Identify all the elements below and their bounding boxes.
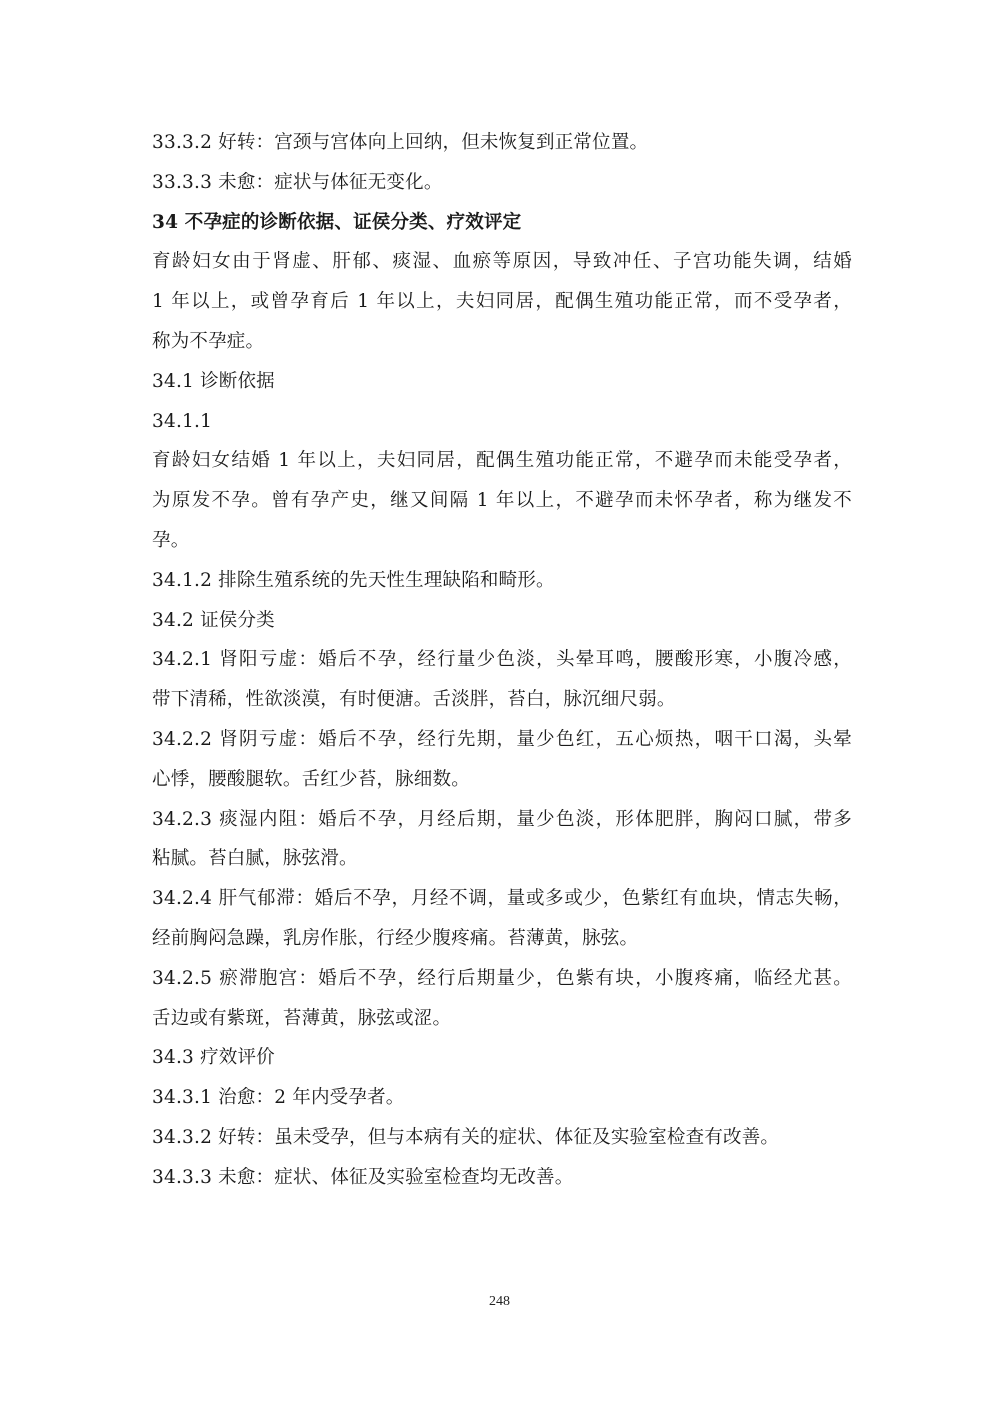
text-line: 粘腻。苔白腻，脉弦滑。 xyxy=(152,848,358,870)
text-line: 带下清稀，性欲淡漠，有时便溏。舌淡胖，苔白，脉沉细尺弱。 xyxy=(152,689,676,711)
text-line: 34.2.2 肾阴亏虚：婚后不孕，经行先期，量少色红，五心烦热，咽干口渴，头晕 xyxy=(152,728,852,750)
text-line: 1 年以上，或曾孕育后 1 年以上，夫妇同居，配偶生殖功能正常，而不受孕者， xyxy=(152,291,852,313)
text-line: 34.2.5 瘀滞胞宫：婚后不孕，经行后期量少，色紫有块，小腹疼痛，临经尤甚。 xyxy=(152,967,852,989)
text-line: 育龄妇女由于肾虚、肝郁、痰湿、血瘀等原因，导致冲任、子宫功能失调，结婚 xyxy=(152,251,852,273)
text-line: 34.3.3 未愈：症状、体征及实验室检查均无改善。 xyxy=(152,1166,574,1188)
text-line: 为原发不孕。曾有孕产史，继又间隔 1 年以上，不避孕而未怀孕者，称为继发不 xyxy=(152,490,852,512)
text-line: 34.2.4 肝气郁滞：婚后不孕，月经不调，量或多或少，色紫红有血块，情志失畅， xyxy=(152,888,852,910)
text-line: 34.3.2 好转：虽未受孕，但与本病有关的症状、体征及实验室检查有改善。 xyxy=(152,1126,780,1148)
text-line: 34.3.1 治愈：2 年内受孕者。 xyxy=(152,1087,405,1109)
text-line: 34.2 证侯分类 xyxy=(152,609,275,631)
text-line: 34.2.3 痰湿内阻：婚后不孕，月经后期，量少色淡，形体肥胖，胸闷口腻，带多 xyxy=(152,808,852,830)
text-line: 34.3 疗效评价 xyxy=(152,1047,275,1069)
text-line: 34.2.1 肾阳亏虚：婚后不孕，经行量少色淡，头晕耳鸣，腰酸形寒，小腹冷感， xyxy=(152,649,852,671)
document-body xyxy=(152,123,852,1198)
text-line: 34.1 诊断依据 xyxy=(152,370,275,392)
text-line: 心悸，腰酸腿软。舌红少苔，脉细数。 xyxy=(152,768,470,790)
text-line: 34.1.2 排除生殖系统的先天性生理缺陷和畸形。 xyxy=(152,569,555,591)
text-line: 孕。 xyxy=(152,529,190,551)
text-line: 33.3.3 未愈：症状与体征无变化。 xyxy=(152,171,443,193)
text-line: 育龄妇女结婚 1 年以上，夫妇同居，配偶生殖功能正常，不避孕而未能受孕者， xyxy=(152,450,852,472)
text-line: 舌边或有紫斑，苔薄黄，脉弦或涩。 xyxy=(152,1007,452,1029)
text-line: 称为不孕症。 xyxy=(152,330,265,352)
section-heading: 34 不孕症的诊断依据、证侯分类、疗效评定 xyxy=(152,211,522,233)
text-line: 34.1.1 xyxy=(152,410,213,432)
text-line: 经前胸闷急躁，乳房作胀，行经少腹疼痛。苔薄黄，脉弦。 xyxy=(152,927,639,949)
text-line: 33.3.2 好转：宫颈与宫体向上回纳，但未恢复到正常位置。 xyxy=(152,132,649,153)
page-number: 248 xyxy=(489,1294,510,1309)
